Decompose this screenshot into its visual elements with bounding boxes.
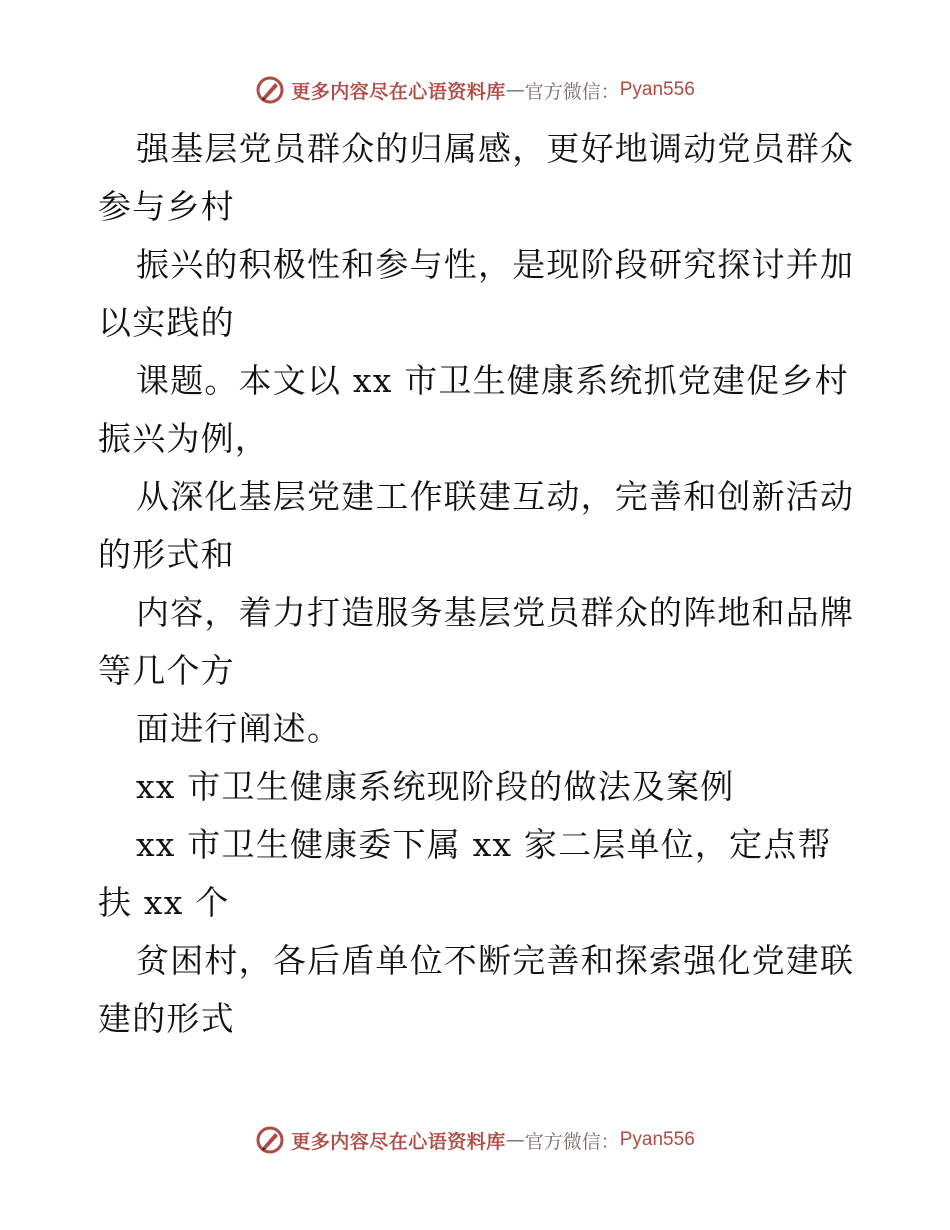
paragraph-line-continuation: 参与乡村 (98, 187, 235, 226)
paragraph-line-continuation: 等几个方 (98, 651, 235, 690)
watermark-separator: — (505, 1129, 525, 1151)
paragraph-6 (98, 700, 858, 758)
paragraph-line: 贫困村，各后盾单位不断完善和探索强化党建联 (136, 941, 855, 980)
paragraph-line: 强基层党员群众的归属感，更好地调动党员群众 (136, 129, 855, 168)
paragraph-line: 课题。本文以 xx 市卫生健康系统抓党建促乡村 (136, 361, 849, 400)
watermark-main-text: 更多内容尽在心语资料库 (291, 80, 506, 103)
paragraph-line: xx 市卫生健康委下属 xx 家二层单位，定点帮 (136, 825, 832, 864)
watermark-separator: — (505, 79, 525, 101)
pen-logo-icon (255, 1125, 285, 1155)
paragraph-line-continuation: 扶 xx 个 (98, 883, 230, 922)
paragraph-line-continuation: 建的形式 (98, 999, 235, 1038)
paragraph-line: xx 市卫生健康系统现阶段的做法及案例 (136, 767, 735, 806)
paragraph-line-continuation: 振兴为例， (98, 419, 269, 458)
section-heading (98, 758, 858, 816)
watermark-footer (0, 1120, 950, 1160)
watermark-header (0, 70, 950, 110)
paragraph-line: 内容，着力打造服务基层党员群众的阵地和品牌 (136, 593, 855, 632)
document-body (98, 120, 858, 1048)
paragraph-line: 面进行阐述。 (136, 709, 342, 748)
watermark-label: 官方微信： (524, 80, 620, 103)
paragraph-3 (98, 352, 858, 468)
watermark-main-text: 更多内容尽在心语资料库 (291, 1130, 506, 1153)
pen-logo-icon (255, 75, 285, 105)
paragraph-8 (98, 932, 858, 1048)
paragraph-4 (98, 468, 858, 584)
watermark-account: Pyan556 (619, 79, 695, 100)
paragraph-7 (98, 816, 858, 932)
paragraph-2 (98, 236, 858, 352)
watermark-label: 官方微信： (524, 1130, 620, 1153)
paragraph-line-continuation: 的形式和 (98, 535, 235, 574)
paragraph-5 (98, 584, 858, 700)
watermark-account: Pyan556 (619, 1129, 695, 1150)
paragraph-line: 振兴的积极性和参与性，是现阶段研究探讨并加 (136, 245, 855, 284)
paragraph-line: 从深化基层党建工作联建互动，完善和创新活动 (136, 477, 855, 516)
paragraph-1 (98, 120, 858, 236)
paragraph-line-continuation: 以实践的 (98, 303, 235, 342)
